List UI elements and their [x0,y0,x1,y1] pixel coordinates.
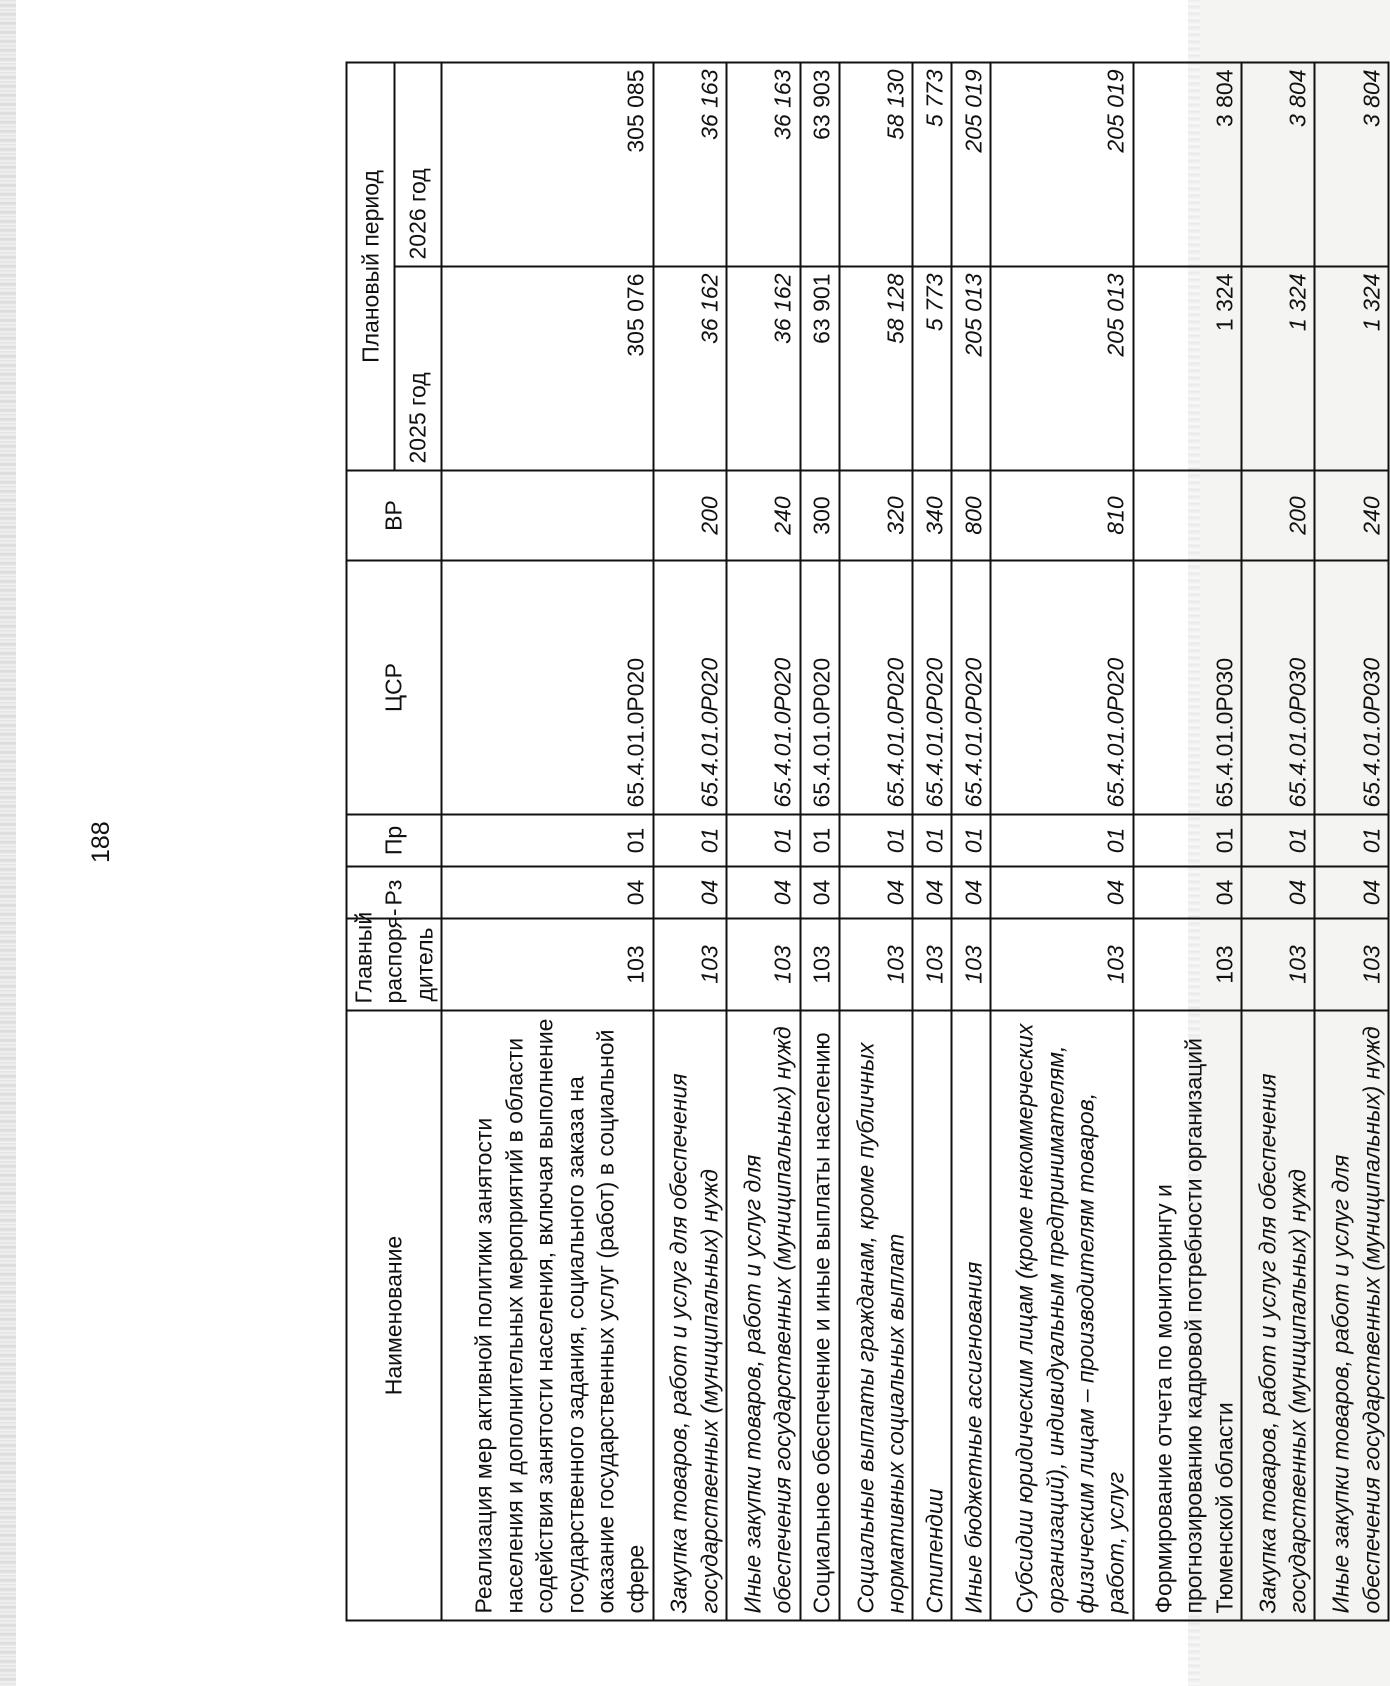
cell-csr: 65.4.01.0Р020 [952,561,991,815]
cell-name: Иные закупки товаров, работ и услуг для обеспечения государственных (муниципальных) нужд [727,1011,801,1621]
table-header-row [347,62,395,1620]
header-manager-line1: Главный [350,911,377,1004]
cell-vr: 810 [991,471,1134,561]
cell-rz: 04 [839,867,913,919]
cell-name: Социальное обеспечение и иные выплаты населению [800,1011,839,1621]
cell-pr: 01 [1241,815,1315,867]
cell-name: Формирование отчета по мониторингу и прогнозированию кадровой потребности организаций Тюменской области [1133,1011,1241,1621]
cell-csr: 65.4.01.0Р020 [913,561,952,815]
header-vr: ВР [347,471,442,561]
cell-y2026: 205 019 [991,62,1134,266]
cell-y2026: 5 773 [913,62,952,266]
cell-y2025: 36 162 [727,267,801,471]
cell-manager: 103 [442,919,654,1011]
table-body [442,62,1389,1620]
table-row [991,62,1134,1620]
scan-edge-left [0,0,16,1686]
cell-y2026: 3 804 [1133,62,1241,266]
cell-vr: 320 [839,471,913,561]
cell-vr: 300 [800,471,839,561]
cell-manager: 103 [800,919,839,1011]
cell-rz: 04 [1241,867,1315,919]
cell-csr: 65.4.01.0Р020 [800,561,839,815]
cell-vr: 240 [1315,471,1389,561]
cell-y2025: 305 076 [442,267,654,471]
cell-pr: 01 [839,815,913,867]
cell-vr [442,471,654,561]
cell-manager: 103 [653,919,727,1011]
cell-manager: 103 [727,919,801,1011]
table-row [1315,62,1389,1620]
header-manager-line3: дитель [411,927,438,1002]
cell-pr: 01 [727,815,801,867]
cell-pr: 01 [1133,815,1241,867]
cell-manager: 103 [839,919,913,1011]
table-row [800,62,839,1620]
cell-csr: 65.4.01.0Р030 [1241,561,1315,815]
cell-pr: 01 [991,815,1134,867]
cell-vr: 800 [952,471,991,561]
cell-manager: 103 [913,919,952,1011]
cell-manager: 103 [1241,919,1315,1011]
cell-pr: 01 [653,815,727,867]
cell-y2026: 36 163 [727,62,801,266]
cell-csr: 65.4.01.0Р020 [442,561,654,815]
table-row [952,62,991,1620]
cell-vr: 200 [1241,471,1315,561]
cell-csr: 65.4.01.0Р020 [991,561,1134,815]
header-rz: Рз [347,867,442,919]
cell-y2025: 205 013 [991,267,1134,471]
cell-y2025: 58 128 [839,267,913,471]
cell-name: Социальные выплаты гражданам, кроме публичных нормативных социальных выплат [839,1011,913,1621]
cell-manager: 103 [991,919,1134,1011]
cell-y2025: 63 901 [800,267,839,471]
header-planned-period: Плановый период [347,62,395,470]
cell-name: Субсидии юридическим лицам (кроме некоммерческих организаций), индивидуальным предпринимателям, физическим лицам – производителям товаров, работ, услуг [991,1011,1134,1621]
cell-vr: 340 [913,471,952,561]
cell-rz: 04 [442,867,654,919]
budget-table [346,61,1390,1621]
cell-y2026: 36 163 [653,62,727,266]
cell-name: Стипендии [913,1011,952,1621]
cell-rz: 04 [991,867,1134,919]
cell-vr: 240 [727,471,801,561]
page-number: 188 [87,821,115,863]
table-row [442,62,654,1620]
cell-y2025: 1 324 [1133,267,1241,471]
cell-manager: 103 [1315,919,1389,1011]
cell-rz: 04 [1133,867,1241,919]
cell-csr: 65.4.01.0Р020 [653,561,727,815]
table-row [1241,62,1315,1620]
header-csr: ЦСР [347,561,442,815]
cell-rz: 04 [727,867,801,919]
cell-y2026: 63 903 [800,62,839,266]
cell-y2025: 1 324 [1241,267,1315,471]
cell-csr: 65.4.01.0Р020 [839,561,913,815]
table-row [1133,62,1241,1620]
table-row [653,62,727,1620]
cell-pr: 01 [1315,815,1389,867]
cell-y2026: 3 804 [1241,62,1315,266]
cell-y2026: 3 804 [1315,62,1389,266]
cell-y2026: 305 085 [442,62,654,266]
cell-rz: 04 [913,867,952,919]
cell-y2025: 1 324 [1315,267,1389,471]
cell-manager: 103 [952,919,991,1011]
cell-name: Закупка товаров, работ и услуг для обеспечения государственных (муниципальных) нужд [653,1011,727,1621]
cell-rz: 04 [653,867,727,919]
cell-name: Реализация мер активной политики занятости населения и дополнительных мероприятий в области содействия занятости населения, включая выполнение государственного задания, социального заказа на оказание государственных услуг (работ) в социальной сфере [442,1011,654,1621]
table-row [727,62,801,1620]
cell-pr: 01 [442,815,654,867]
cell-y2025: 5 773 [913,267,952,471]
table-row [913,62,952,1620]
cell-vr: 200 [653,471,727,561]
cell-name: Иные бюджетные ассигнования [952,1011,991,1621]
cell-name: Закупка товаров, работ и услуг для обеспечения государственных (муниципальных) нужд [1241,1011,1315,1621]
cell-csr: 65.4.01.0Р020 [727,561,801,815]
cell-manager: 103 [1133,919,1241,1011]
cell-rz: 04 [952,867,991,919]
header-manager [347,908,442,1011]
rotated-table-wrapper [346,64,1385,1622]
header-year-2025: 2025 год [394,267,442,471]
cell-y2025: 36 162 [653,267,727,471]
cell-rz: 04 [800,867,839,919]
cell-y2026: 205 019 [952,62,991,266]
cell-rz: 04 [1315,867,1389,919]
cell-pr: 01 [913,815,952,867]
cell-pr: 01 [952,815,991,867]
cell-y2026: 58 130 [839,62,913,266]
cell-vr [1133,471,1241,561]
header-pr: Пр [347,815,442,867]
header-year-2026: 2026 год [394,62,442,266]
cell-y2025: 205 013 [952,267,991,471]
cell-pr: 01 [800,815,839,867]
header-name: Наименование [347,1011,442,1621]
header-manager-line2: распоря- [380,908,407,1004]
table-row [839,62,913,1620]
cell-name: Иные закупки товаров, работ и услуг для обеспечения государственных (муниципальных) нужд [1315,1011,1389,1621]
cell-csr: 65.4.01.0Р030 [1133,561,1241,815]
cell-csr: 65.4.01.0Р030 [1315,561,1389,815]
